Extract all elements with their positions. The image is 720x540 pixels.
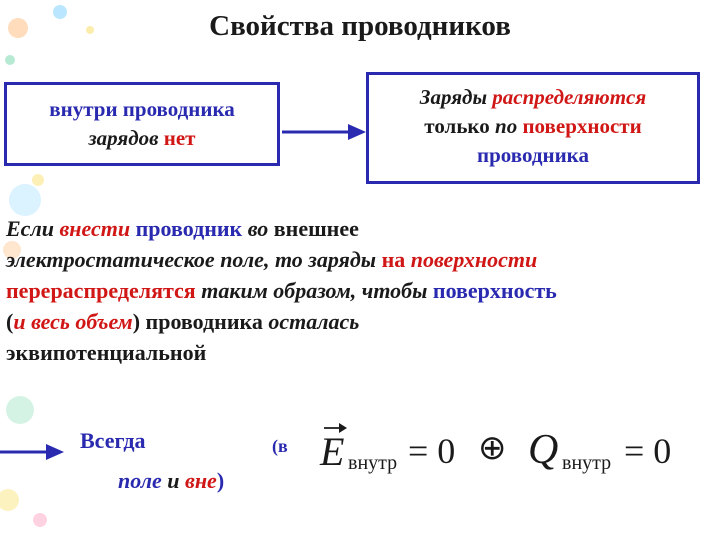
para-if: Если bbox=[6, 216, 54, 241]
charges-word: зарядов bbox=[88, 126, 159, 150]
page-title: Свойства проводников bbox=[209, 10, 511, 42]
external-field-paragraph bbox=[6, 213, 718, 368]
para-line5: эквипотенциальной bbox=[6, 340, 207, 365]
surface-charges-box bbox=[366, 72, 700, 184]
right-arrow bbox=[282, 120, 368, 144]
para-redistribute: перераспределятся bbox=[6, 278, 196, 303]
e-equals-zero: = 0 bbox=[408, 431, 456, 471]
e-symbol: E bbox=[320, 429, 345, 474]
para-on: на bbox=[381, 247, 406, 272]
q-symbol: Q bbox=[528, 427, 559, 473]
field-word: поле bbox=[118, 468, 162, 493]
inside-conductor-box bbox=[4, 82, 280, 166]
para-line3 bbox=[6, 275, 718, 306]
para-field: электростатическое поле, то заряды bbox=[6, 247, 377, 272]
para-line1 bbox=[6, 213, 718, 244]
surface-line2 bbox=[369, 112, 697, 141]
e-subscript: внутр bbox=[348, 452, 398, 474]
para-whole-volume: и весь объем bbox=[13, 309, 133, 334]
charges-label: Заряды bbox=[419, 85, 488, 109]
left-arrow bbox=[0, 440, 66, 464]
only-label: только bbox=[424, 114, 490, 138]
para-into: во bbox=[247, 216, 269, 241]
surface-line1 bbox=[369, 83, 697, 112]
field-inside-outside bbox=[118, 468, 224, 494]
para-line2 bbox=[6, 244, 718, 275]
para-conductor: проводник bbox=[135, 216, 243, 241]
inside-line1: внутри проводника bbox=[49, 97, 235, 121]
para-introduce: внести bbox=[59, 216, 131, 241]
para-of-conductor: ) проводника bbox=[132, 309, 263, 334]
paren-v-label: (в bbox=[272, 436, 288, 456]
para-external: внешнее bbox=[273, 216, 359, 241]
close-paren: ) bbox=[216, 468, 225, 493]
surface-label: поверхности bbox=[522, 114, 642, 138]
on-label: по bbox=[495, 114, 518, 138]
distributed-label: распределяются bbox=[492, 85, 647, 109]
q-equals-zero: = 0 bbox=[624, 431, 672, 471]
para-open-paren: ( bbox=[6, 309, 14, 334]
surface-line3: проводника bbox=[477, 143, 589, 167]
outside-word: вне bbox=[185, 468, 217, 493]
inside-line2 bbox=[7, 124, 277, 153]
and-word: и bbox=[167, 468, 180, 493]
q-subscript: внутр bbox=[562, 452, 612, 474]
formula-group bbox=[318, 420, 718, 480]
always-label: Всегда bbox=[80, 428, 146, 453]
para-line4 bbox=[6, 306, 718, 337]
oplus-icon: ⊕ bbox=[478, 430, 507, 467]
para-remained: осталась bbox=[268, 309, 360, 334]
none-word: нет bbox=[163, 126, 196, 150]
para-surface2: поверхность bbox=[432, 278, 557, 303]
para-so-that: таким образом, чтобы bbox=[201, 278, 428, 303]
para-surface: поверхности bbox=[410, 247, 538, 272]
